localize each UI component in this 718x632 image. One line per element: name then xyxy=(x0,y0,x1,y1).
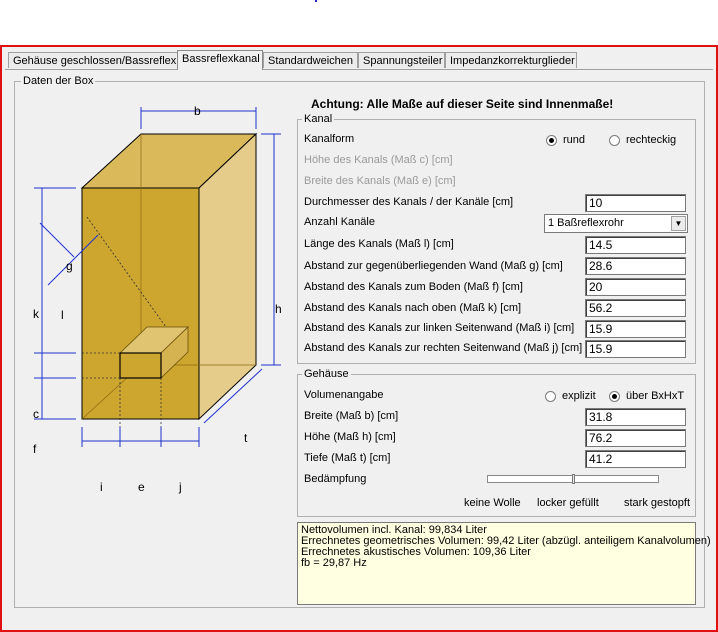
radio-explizit[interactable] xyxy=(545,391,556,402)
abstand-links-input[interactable]: 15.9 xyxy=(585,320,686,338)
tab-geschlossen[interactable]: Gehäuse geschlossen/Bassreflex xyxy=(8,52,179,68)
gehaeuse-title: Gehäuse xyxy=(304,368,349,380)
box-data-title: Daten der Box xyxy=(23,75,94,87)
tab-baseline xyxy=(5,69,713,70)
gehaeuse-tiefe-input[interactable]: 41.2 xyxy=(585,450,686,468)
tab-impedanzkorrektur[interactable]: Impedanzkorrekturglieder xyxy=(445,52,577,68)
innenmasse-warning: Achtung: Alle Maße auf dieser Seite sind Innenmaße! xyxy=(311,97,614,111)
dim-label-h: h xyxy=(275,302,282,316)
laenge-input[interactable]: 14.5 xyxy=(585,236,686,254)
tab-spannungsteiler[interactable]: Spannungsteiler xyxy=(358,52,445,68)
abstand-oben-input[interactable]: 56.2 xyxy=(585,299,686,317)
daempfung-max-label: stark gestopft xyxy=(624,497,691,509)
dim-label-k: k xyxy=(33,307,39,321)
radio-bxhxt-label[interactable]: über BxHxT xyxy=(626,390,685,402)
daempfung-label: Bedämpfung xyxy=(304,473,367,485)
result-line: fb = 29,87 Hz xyxy=(301,557,367,569)
hoehe-kanal-label: Höhe des Kanals (Maß c) [cm] xyxy=(304,154,453,166)
abstand-rechts-input[interactable]: 15.9 xyxy=(585,340,686,358)
abstand-boden-input[interactable]: 20 xyxy=(585,278,686,296)
result-line: Errechnetes geometrisches Volumen: 99,42 Liter (abzügl. anteiligem Kanalvolumen) xyxy=(301,535,711,547)
tab-bassreflexkanal[interactable]: Bassreflexkanal xyxy=(177,50,263,70)
gehaeuse-hoehe-label: Höhe (Maß h) [cm] xyxy=(304,431,396,443)
gehaeuse-tiefe-label: Tiefe (Maß t) [cm] xyxy=(304,452,391,464)
dim-label-c: c xyxy=(33,407,39,421)
radio-rund-label[interactable]: rund xyxy=(563,134,586,146)
tab-standardweichen[interactable]: Standardweichen xyxy=(263,52,358,68)
radio-bxhxt[interactable] xyxy=(609,391,620,402)
radio-rechteckig-label[interactable]: rechteckig xyxy=(626,134,677,146)
dim-label-e: e xyxy=(138,480,145,494)
abstand-wand-input[interactable]: 28.6 xyxy=(585,257,686,275)
port-opening xyxy=(120,353,161,378)
dim-label-j: j xyxy=(179,480,182,494)
result-line: Errechnetes akustisches Volumen: 109,36 Liter xyxy=(301,546,531,558)
laenge-label: Länge des Kanals (Maß l) [cm] xyxy=(304,238,454,250)
box-diagram xyxy=(16,97,296,494)
durchmesser-input[interactable]: 10 xyxy=(585,194,686,212)
main-panel xyxy=(0,45,718,632)
daempfung-slider-thumb[interactable] xyxy=(572,474,575,484)
anzahl-select[interactable] xyxy=(544,214,688,233)
abstand-oben-label: Abstand des Kanals nach oben (Maß k) [cm] xyxy=(304,302,522,314)
gehaeuse-breite-input[interactable]: 31.8 xyxy=(585,408,686,426)
gehaeuse-hoehe-input[interactable]: 76.2 xyxy=(585,429,686,447)
kanal-title: Kanal xyxy=(304,113,333,125)
dim-label-b: b xyxy=(194,104,201,118)
abstand-links-label: Abstand des Kanals zur linken Seitenwand (Maß i) [cm] xyxy=(304,322,575,334)
dim-label-l: l xyxy=(61,308,64,322)
chevron-down-icon[interactable]: ▼ xyxy=(671,216,686,231)
gehaeuse-breite-label: Breite (Maß b) [cm] xyxy=(304,410,399,422)
kanalform-label: Kanalform xyxy=(304,133,355,145)
top-marker xyxy=(315,0,317,2)
anzahl-label: Anzahl Kanäle xyxy=(304,216,375,228)
durchmesser-label: Durchmesser des Kanals / der Kanäle [cm] xyxy=(304,196,514,208)
daempfung-mid-label: locker gefüllt xyxy=(537,497,599,509)
dim-label-t: t xyxy=(244,431,248,445)
volumenangabe-label: Volumenangabe xyxy=(304,389,384,401)
box-front-face xyxy=(82,188,199,419)
result-line: Nettovolumen incl. Kanal: 99,834 Liter xyxy=(301,524,487,536)
abstand-rechts-label: Abstand des Kanals zur rechten Seitenwand (Maß j) [cm] xyxy=(304,342,583,354)
abstand-boden-label: Abstand des Kanals zum Boden (Maß f) [cm] xyxy=(304,281,523,293)
dim-label-f: f xyxy=(33,442,37,456)
daempfung-min-label: keine Wolle xyxy=(464,497,521,509)
radio-rund[interactable] xyxy=(546,135,557,146)
dim-label-i: i xyxy=(100,480,103,494)
dim-label-g: g xyxy=(66,259,73,273)
radio-rechteckig[interactable] xyxy=(609,135,620,146)
radio-explizit-label[interactable]: explizit xyxy=(562,390,596,402)
anzahl-select-value: 1 Baßreflexrohr xyxy=(548,217,624,229)
results-memo[interactable] xyxy=(297,522,711,605)
abstand-wand-label: Abstand zur gegenüberliegenden Wand (Maß g) [cm] xyxy=(304,260,563,272)
breite-kanal-label: Breite des Kanals (Maß e) [cm] xyxy=(304,175,456,187)
